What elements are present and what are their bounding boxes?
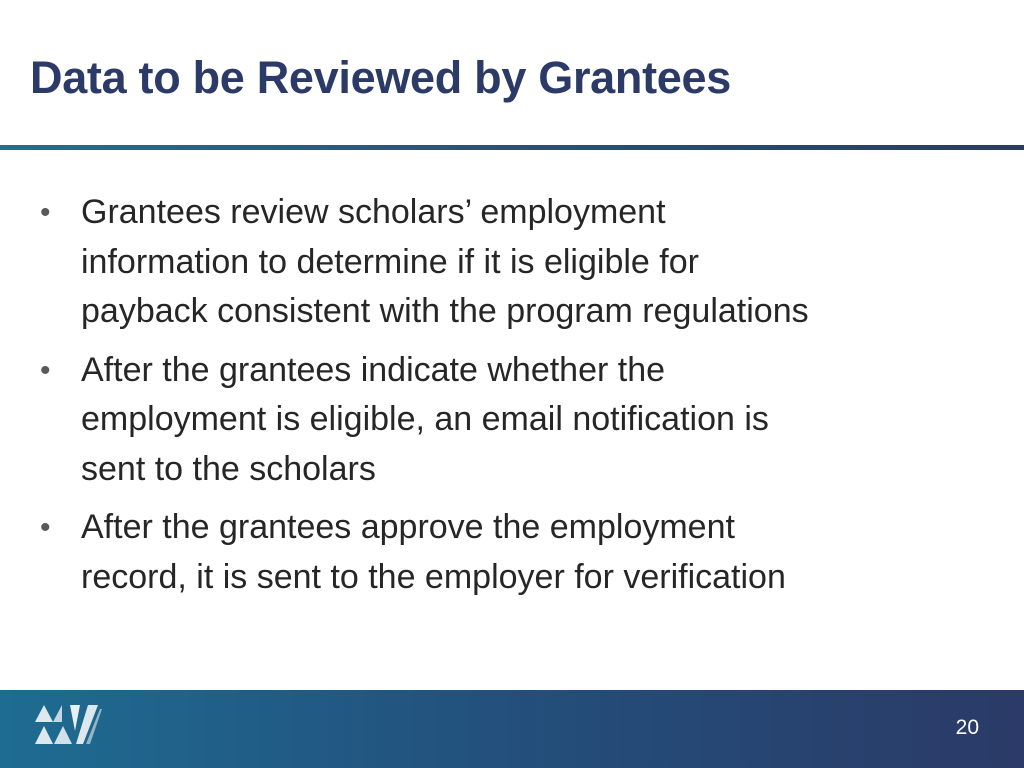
bullet-item xyxy=(40,346,1000,495)
bullet-text-line: information to determine if it is eligible for xyxy=(81,242,699,281)
page-number: 20 xyxy=(955,716,979,739)
slide-title: Data to be Reviewed by Grantees xyxy=(30,52,731,103)
bullet-item xyxy=(40,503,1000,602)
bullet-text-line: payback consistent with the program regulations xyxy=(81,292,809,330)
title-divider xyxy=(0,145,1024,150)
bullet-marker: • xyxy=(40,196,51,229)
bullet-text-line: After the grantees indicate whether the xyxy=(81,350,666,389)
organization-logo-icon xyxy=(34,703,104,749)
bullet-item xyxy=(40,188,1000,337)
bullet-text-line: After the grantees approve the employment xyxy=(81,508,735,546)
footer-bar xyxy=(0,690,1024,768)
bullet-marker: • xyxy=(40,353,51,387)
bullet-text-line: Grantees review scholars’ employment xyxy=(81,193,666,231)
bullet-text-line: employment is eligible, an email notification is xyxy=(81,400,769,438)
bullet-list xyxy=(40,188,1000,611)
bullet-text-line: sent to the scholars xyxy=(81,449,376,488)
bullet-text-line: record, it is sent to the employer for verification xyxy=(81,557,786,596)
bullet-marker: • xyxy=(40,511,51,544)
